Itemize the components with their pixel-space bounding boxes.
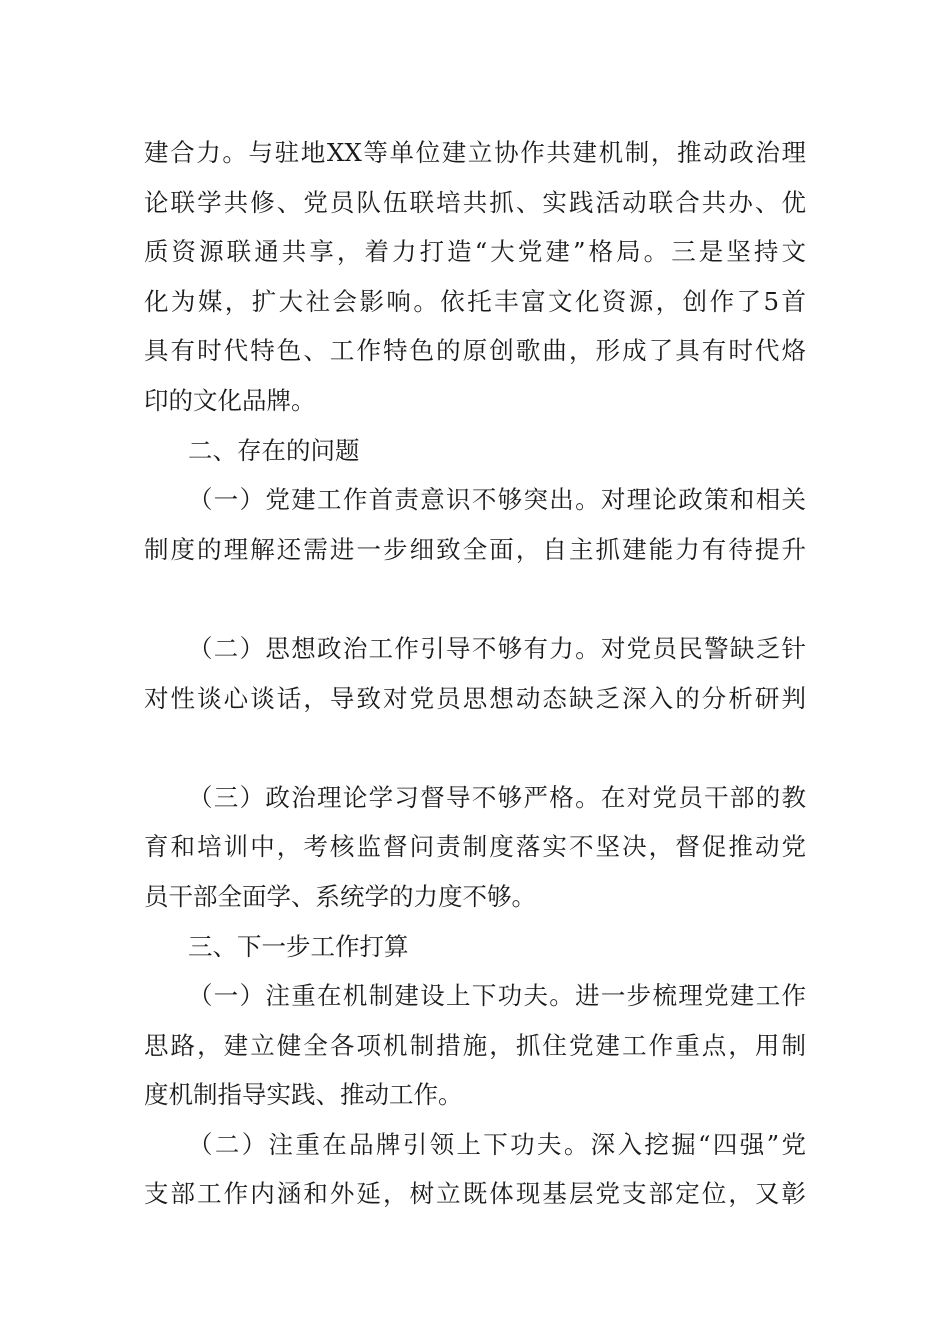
text-line: （一）注重在机制建设上下功夫。进一步梳理党建工作 [188,981,806,1011]
text-line: （三）政治理论学习督导不够严格。在对党员干部的教 [188,782,806,812]
text-line: 质资源联通共享，着力打造“大党建”格局。三是坚持文 [144,237,806,267]
section-heading: 三、下一步工作打算 [188,931,409,961]
text-line: 化为媒，扩大社会影响。依托丰富文化资源，创作了5首 [144,286,806,316]
text-line: 育和培训中，考核监督问责制度落实不坚决，督促推动党 [144,832,806,862]
section-heading: 二、存在的问题 [188,435,360,465]
text-line: 对性谈心谈话，导致对党员思想动态缺乏深入的分析研判 [144,683,806,713]
text-line: （二）思想政治工作引导不够有力。对党员民警缺乏针 [188,633,806,663]
text-line: 建合力。与驻地XX等单位建立协作共建机制，推动政治理 [144,138,806,167]
text-line: （一）党建工作首责意识不够突出。对理论政策和相关 [188,485,806,515]
text-line: 思路，建立健全各项机制措施，抓住党建工作重点，用制 [144,1030,806,1060]
text-line: 支部工作内涵和外延，树立既体现基层党支部定位，又彰 [144,1179,806,1209]
blank-line [144,574,806,624]
document-body [144,128,806,1219]
text-line: 员干部全面学、系统学的力度不够。 [144,881,536,911]
text-line: 制度的理解还需进一步细致全面，自主抓建能力有待提升 [144,534,806,564]
text-line: 具有时代特色、工作特色的原创歌曲，形成了具有时代烙 [144,336,806,366]
text-line: 度机制指导实践、推动工作。 [144,1080,463,1110]
text-line: （二）注重在品牌引领上下功夫。深入挖掘“四强”党 [188,1129,806,1159]
blank-line [144,723,806,773]
text-line: 印的文化品牌。 [144,385,316,415]
text-line: 论联学共修、党员队伍联培共抓、实践活动联合共办、优 [144,187,806,217]
